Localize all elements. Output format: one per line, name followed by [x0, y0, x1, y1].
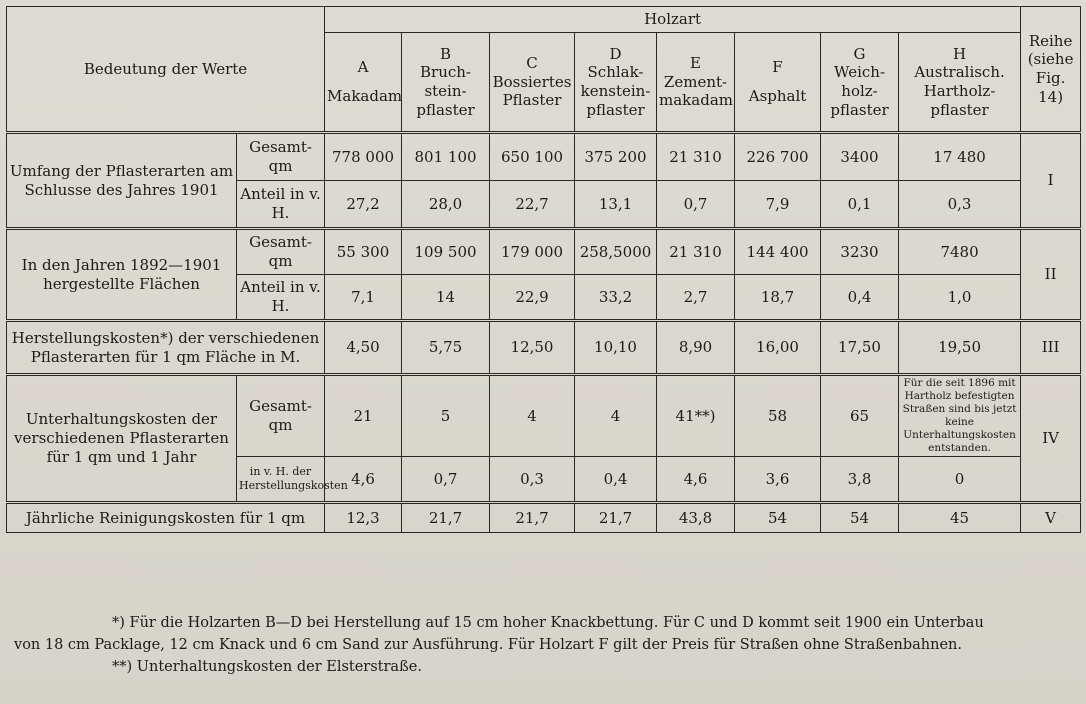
cell: 0 — [899, 457, 1021, 503]
cell: 14 — [402, 275, 490, 321]
cell: 43,8 — [657, 503, 735, 533]
cell: 21 — [325, 375, 402, 457]
cell: 21,7 — [490, 503, 575, 533]
col-letter: C — [526, 53, 538, 72]
cell: 21 310 — [657, 133, 735, 181]
cell: 21 310 — [657, 229, 735, 275]
cell: 19,50 — [899, 321, 1021, 375]
row-herstellung-label: Herstellungskosten*) der verschiedenen Pflasterarten für 1 qm Fläche in M. — [7, 321, 325, 375]
col-letter: F — [772, 58, 783, 77]
header-bedeutung — [7, 7, 325, 133]
cell: 778 000 — [325, 133, 402, 181]
col-name: Zement- makadam — [659, 72, 733, 110]
reihe-v: V — [1021, 503, 1081, 533]
cell: 7480 — [899, 229, 1021, 275]
col-name: Australisch. Hartholz- pflaster — [914, 63, 1005, 119]
cell: 18,7 — [735, 275, 821, 321]
col-header-e — [657, 33, 735, 133]
footnotes — [14, 612, 1080, 678]
reihe-ii: II — [1021, 229, 1081, 321]
cell: 0,1 — [821, 181, 899, 229]
cell: 0,7 — [402, 457, 490, 503]
cell: 5,75 — [402, 321, 490, 375]
row-reinigung-label: Jährliche Reinigungskosten für 1 qm — [7, 503, 325, 533]
cell: 4,6 — [325, 457, 402, 503]
cell: 45 — [899, 503, 1021, 533]
col-name: Makadam — [327, 87, 403, 105]
cell: 55 300 — [325, 229, 402, 275]
reihe-i: I — [1021, 133, 1081, 229]
cell: 226 700 — [735, 133, 821, 181]
cell: 17 480 — [899, 133, 1021, 181]
cell: 54 — [821, 503, 899, 533]
row-unterhaltung-label: Unterhaltungskosten der verschiedenen Pflasterarten für 1 qm und 1 Jahr — [7, 375, 237, 503]
col-header-d — [575, 33, 657, 133]
col-letter: A — [357, 58, 369, 77]
col-letter: D — [609, 44, 622, 63]
cell: 16,00 — [735, 321, 821, 375]
col-name: Weich- holz- pflaster — [830, 63, 889, 119]
row-jahre-sub2: Anteil in v. H. — [237, 275, 325, 321]
col-header-g — [821, 33, 899, 133]
cell: 7,9 — [735, 181, 821, 229]
cell: 5 — [402, 375, 490, 457]
cell: 179 000 — [490, 229, 575, 275]
cell: 0,3 — [490, 457, 575, 503]
col-letter: G — [853, 44, 866, 63]
row-jahre-sub1: Gesamt- qm — [237, 229, 325, 275]
cell: 375 200 — [575, 133, 657, 181]
cell: 4 — [575, 375, 657, 457]
cell: 8,90 — [657, 321, 735, 375]
cell: 22,7 — [490, 181, 575, 229]
cell: 21,7 — [402, 503, 490, 533]
cell: 13,1 — [575, 181, 657, 229]
reihe-iv: IV — [1021, 375, 1081, 503]
cell: 0,4 — [821, 275, 899, 321]
cell: 258,5000 — [575, 229, 657, 275]
footnote-1-cont: von 18 cm Packlage, 12 cm Knack und 6 cm Sand zur Ausführung. Für Holzart F gilt der Preis für Straßen ohne Straßenbahnen. — [14, 637, 963, 653]
cell: 22,9 — [490, 275, 575, 321]
col-header-c — [490, 33, 575, 133]
col-letter: H — [953, 44, 967, 63]
data-table — [6, 6, 1081, 533]
row-unterhaltung-sub2: in v. H. der Herstellungskosten — [237, 457, 325, 503]
col-letter: B — [440, 44, 452, 63]
row-umfang-sub2: Anteil in v. H. — [237, 181, 325, 229]
cell: 1,0 — [899, 275, 1021, 321]
cell: 4 — [490, 375, 575, 457]
row-unterhaltung-sub1: Gesamt- qm — [237, 375, 325, 457]
row-umfang-sub1: Gesamt- qm — [237, 133, 325, 181]
cell: 17,50 — [821, 321, 899, 375]
cell: 3400 — [821, 133, 899, 181]
h-note: Für die seit 1896 mit Hartholz befestigten Straßen sind bis jetzt keine Unterhaltungskosten entstanden. — [899, 375, 1021, 457]
cell: 144 400 — [735, 229, 821, 275]
col-name: Schlak- kenstein- pflaster — [580, 63, 651, 119]
cell: 28,0 — [402, 181, 490, 229]
cell: 3230 — [821, 229, 899, 275]
cell: 3,8 — [821, 457, 899, 503]
header-reihe: Reihe (siehe Fig. 14) — [1021, 7, 1081, 133]
col-letter: E — [690, 53, 701, 72]
row-umfang-label: Umfang der Pflasterarten am Schlusse des Jahres 1901 — [7, 133, 237, 229]
cell: 58 — [735, 375, 821, 457]
cell: 0,4 — [575, 457, 657, 503]
cell: 12,3 — [325, 503, 402, 533]
col-name: Bossiertes Pflaster — [492, 72, 572, 110]
cell: 65 — [821, 375, 899, 457]
col-header-h — [899, 33, 1021, 133]
cell: 0,3 — [899, 181, 1021, 229]
reihe-iii: III — [1021, 321, 1081, 375]
cell: 33,2 — [575, 275, 657, 321]
col-name: Bruch- stein- pflaster — [416, 63, 475, 119]
footnote-1: *) Für die Holzarten B—D bei Herstellung auf 15 cm hoher Knackbettung. Für C und D kommt seit 1900 ein Unterbau — [112, 615, 984, 631]
cell: 41**) — [657, 375, 735, 457]
cell: 27,2 — [325, 181, 402, 229]
cell: 10,10 — [575, 321, 657, 375]
cell: 7,1 — [325, 275, 402, 321]
cell: 54 — [735, 503, 821, 533]
cell: 2,7 — [657, 275, 735, 321]
col-header-a — [325, 33, 402, 133]
cell: 21,7 — [575, 503, 657, 533]
col-header-b — [402, 33, 490, 133]
row-jahre-label: In den Jahren 1892—1901 hergestellte Flächen — [7, 229, 237, 321]
col-name: Asphalt — [748, 87, 807, 105]
header-holzart: Holzart — [325, 7, 1021, 33]
cell: 801 100 — [402, 133, 490, 181]
header-bedeutung-label: Bedeutung der Werte — [83, 59, 248, 78]
cell: 3,6 — [735, 457, 821, 503]
cell: 4,6 — [657, 457, 735, 503]
col-header-f — [735, 33, 821, 133]
cell: 12,50 — [490, 321, 575, 375]
cell: 0,7 — [657, 181, 735, 229]
footnote-2: **) Unterhaltungskosten der Elsterstraße. — [112, 659, 422, 675]
cell: 650 100 — [490, 133, 575, 181]
cell: 4,50 — [325, 321, 402, 375]
cell: 109 500 — [402, 229, 490, 275]
